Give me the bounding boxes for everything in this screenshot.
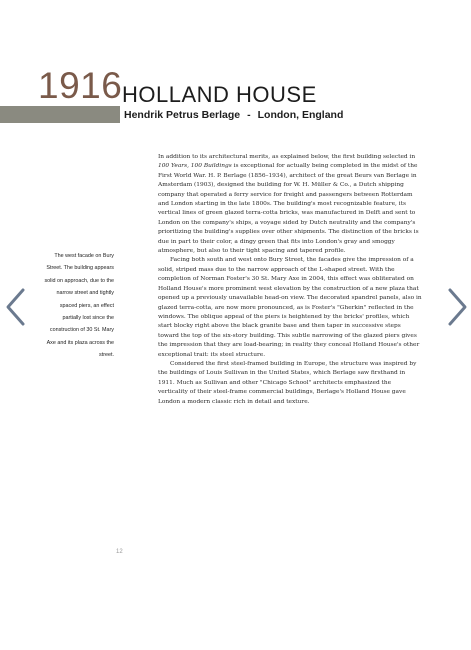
architect-name: Hendrik Petrus Berlage (124, 109, 241, 121)
photo-caption: The west facade on Bury Street. The building appears solid on approach, due to the narrow street and tightly spaced piers, an effect partially lost since the construction of 30 St. Mary Axe and its plaza across the street. (44, 253, 114, 359)
chevron-left-icon (4, 287, 28, 327)
paragraph-1 (158, 153, 422, 256)
chevron-right-icon (445, 287, 469, 327)
previous-page-button[interactable] (4, 287, 28, 327)
gray-band-decoration (0, 106, 120, 123)
subtitle (124, 108, 343, 122)
year-heading: 1916 (38, 65, 123, 106)
paragraph-1-rest: is exceptional for actually being completed in the midst of the First World War. H. P. Berlage (1856–1934), architect of the great Beurs van Berlage in Amsterdam (1903), designed the building for W. H. Müller & Co., a Dutch shipping company that operated a ferry service for freight and passengers between Rotterdam and London starting in the late 1800s. The building's most recognizable feature, its vertical lines of green glazed terra-cotta bricks, was manufactured in Delft and sent to London on the company's ships, a voyage sided by Dutch neutrality and the company's prioritizing the building's supplies over other shipments. The distinction of the bricks is due in part to their color, a dingy green that fits into London's gray and smoggy atmosphere, but also to their tight spacing and tapered profile. (158, 163, 419, 255)
article-body (158, 153, 422, 407)
next-page-button[interactable] (445, 287, 469, 327)
page-number: 12 (116, 549, 123, 555)
location: London, England (257, 109, 344, 121)
building-title: HOLLAND HOUSE (122, 82, 317, 107)
book-title: 100 Years, 100 Buildings (158, 163, 232, 170)
paragraph-1-start: In addition to its architectural merits, as explained below, the first building selected in (158, 154, 416, 160)
subtitle-separator: - (247, 109, 251, 121)
paragraph-3: Considered the first steel-framed building in Europe, the structure was inspired by the buildings of Louis Sullivan in the United States, which Berlage saw firsthand in 1911. Much as Sullivan and other "Chicago School" architects emphasized the verticality of their steel-frame commercial buildings, Berlage's Holland House gave London a modern classic rich in detail and texture. (158, 360, 417, 405)
paragraph-2: Facing both south and west onto Bury Street, the facades give the impression of a solid, striped mass due to the narrow approach of the L-shaped street. With the completion of Norman Foster's 30 St. Mary Axe in 2004, this effect was obliterated on Holland House's more prominent west elevation by the construction of a new plaza that opened up a previously unavailable head-on view. The decorated spandrel panels, also in glazed terra-cotta, are now more pronounced, as is Foster's "Gherkin" reflected in the windows. The oblique appeal of the piers is heightened by the bricks' profiles, which start blocky right above the black granite base and then taper in successive steps toward the top of the six-story building. This subtle narrowing of the glazed piers gives the impression that they are load-bearing; in reality they conceal Holland House's other exceptional trait: its steel structure. (158, 257, 422, 358)
